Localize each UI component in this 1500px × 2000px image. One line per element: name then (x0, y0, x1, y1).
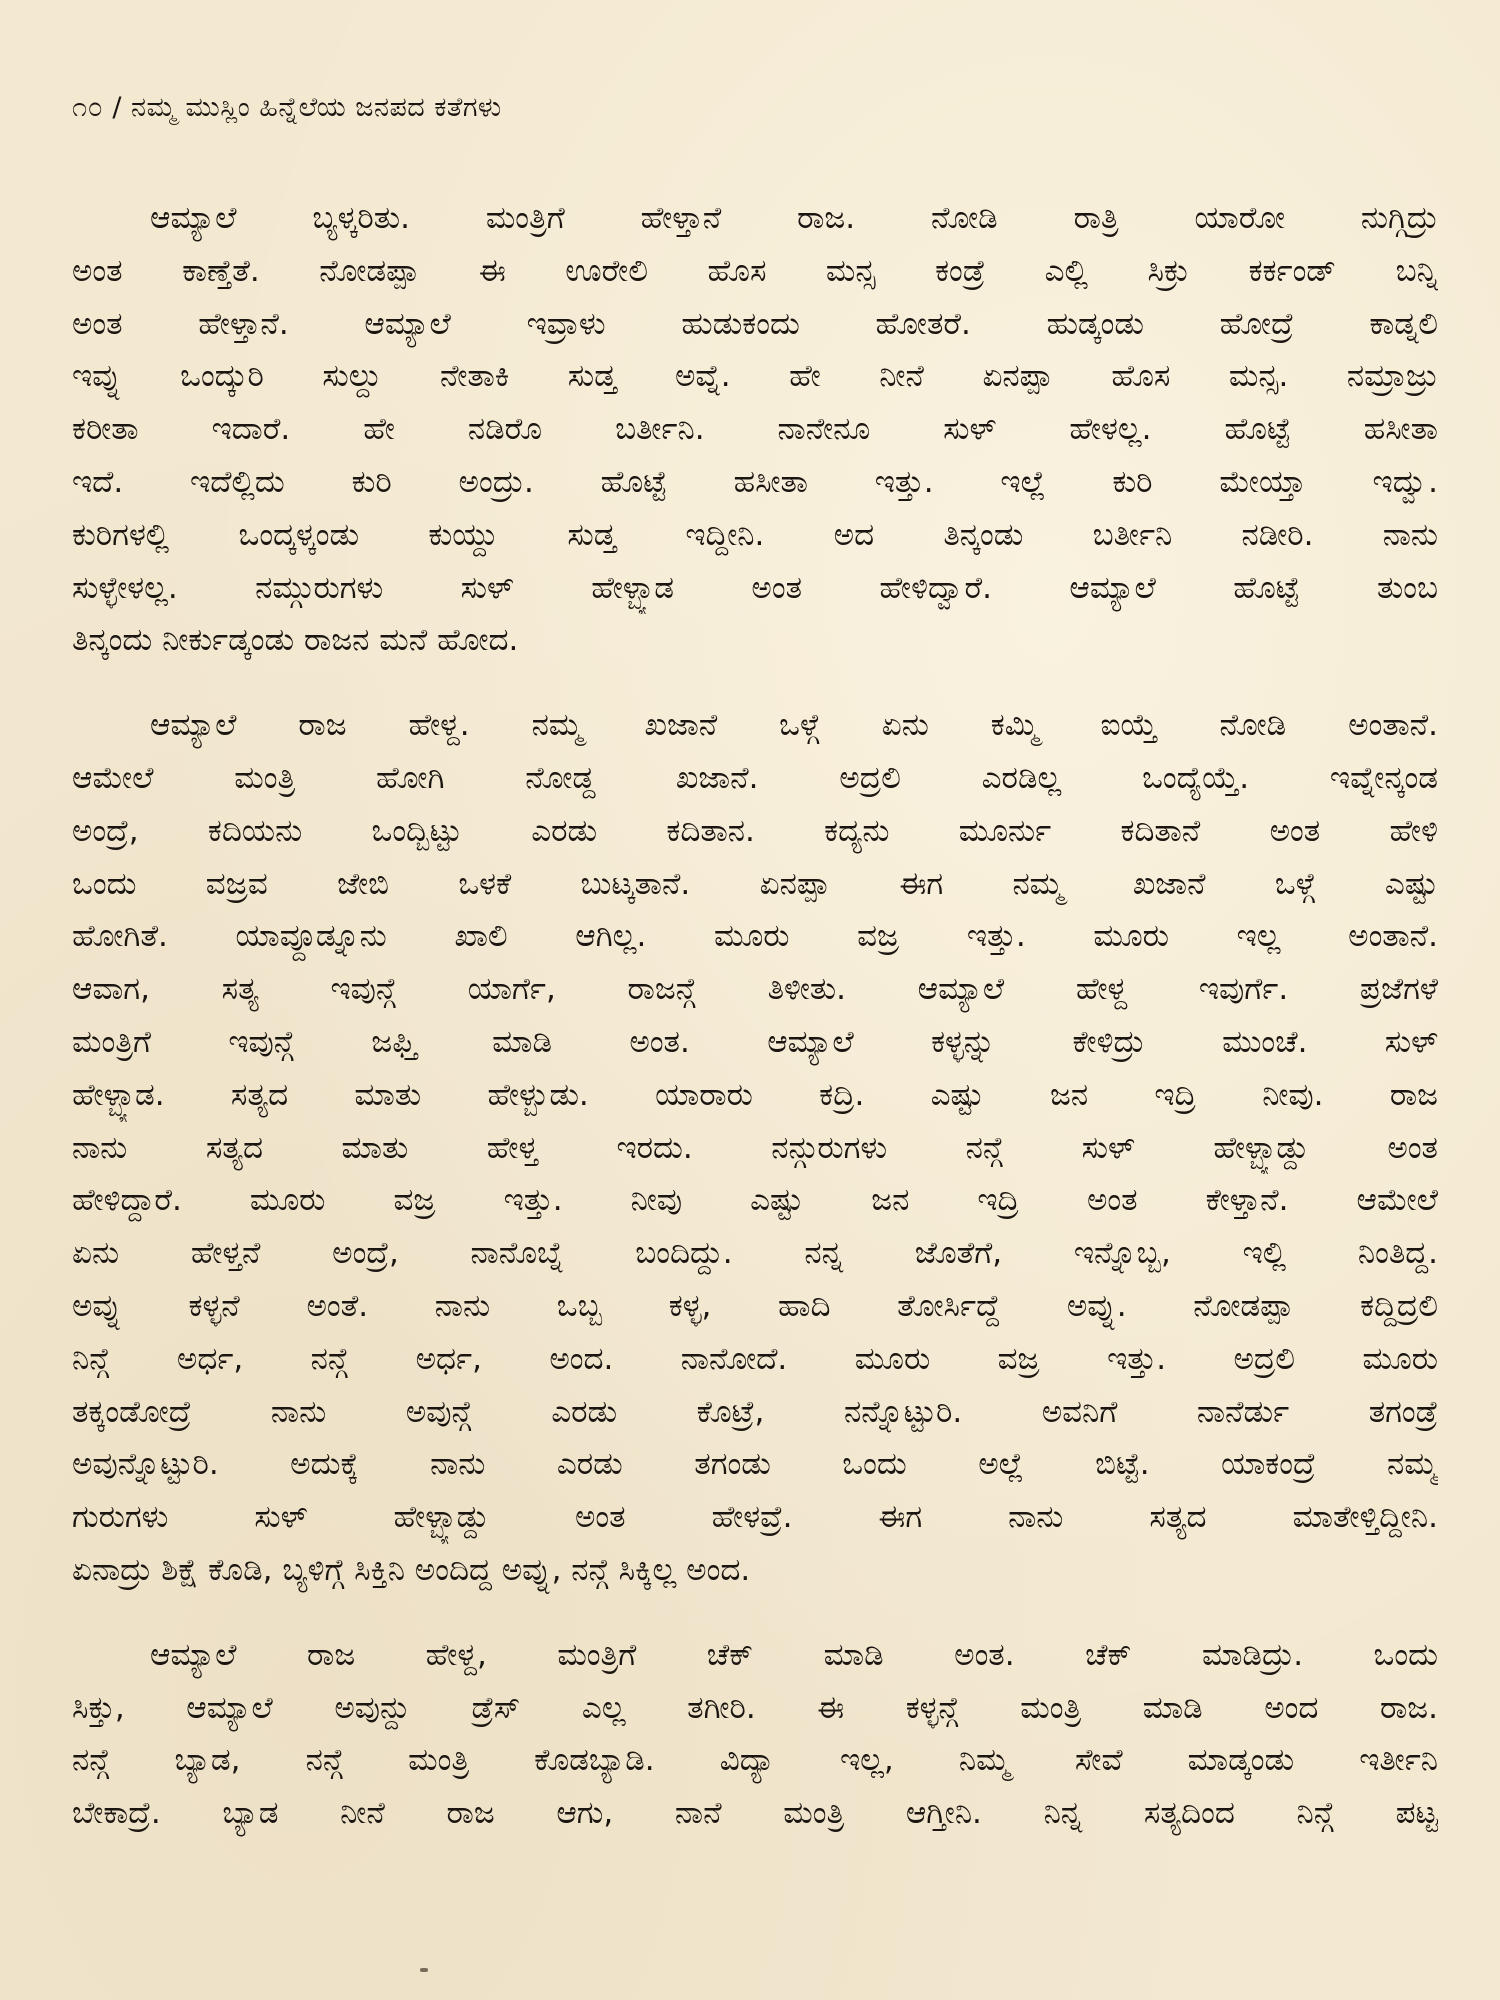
text-line: ನನ್ಗೆ ಬ್ಯಾಡ, ನನ್ಗೆ ಮಂತ್ರಿ ಕೊಡಬ್ಯಾಡಿ. ವಿದ್ಯಾ ಇಲ್ಲ, ನಿಮ್ಮ ಸೇವೆ ಮಾಡ್ಕಂಡು ಇರ್ತೀನಿ (72, 1742, 1438, 1779)
ink-speck (420, 1968, 428, 1972)
paragraph-3 (72, 1629, 1438, 1840)
text-line: ನಿನ್ಗೆ ಅರ್ಧ, ನನ್ಗೆ ಅರ್ಧ, ಅಂದ. ನಾನೋದೆ. ಮೂರು ವಜ್ರ ಇತ್ತು. ಅದ್ರಲಿ ಮೂರು (72, 1340, 1438, 1377)
text-line: ಏನು ಹೇಳ್ತನೆ ಅಂದ್ರೆ, ನಾನೊಬ್ನೆ ಬಂದಿದ್ದು. ನನ್ನ ಜೊತೆಗೆ, ಇನ್ನೊಬ್ಬ, ಇಲ್ಲಿ ನಿಂತಿದ್ದ. (72, 1235, 1438, 1272)
text-line: ಅಂದ್ರೆ, ಕದಿಯನು ಒಂದ್ಬಿಟ್ಟು ಎರಡು ಕದಿತಾನ. ಕದ್ಯನು ಮೂರ್ನು ಕದಿತಾನೆ ಅಂತ ಹೇಳಿ (72, 812, 1438, 849)
text-line: ತಕ್ಕಂಡೋದ್ರೆ ನಾನು ಅವುನ್ಗೆ ಎರಡು ಕೊಟ್ರೆ, ನನ್ನೊಟ್ಟುರಿ. ಅವನಿಗೆ ನಾನೆರ್ಡು ತಗಂಡ್ರೆ (72, 1393, 1438, 1430)
text-line: ಅಂತ ಕಾಣ್ತೆತೆ. ನೋಡಪ್ಪಾ ಈ ಊರೇಲಿ ಹೊಸ ಮನ್ಸ ಕಂಡ್ರೆ ಎಲ್ಲಿ ಸಿಕ್ರು ಕರ್ಕಂಡ್ ಬನ್ನಿ (72, 252, 1438, 289)
paragraph-1 (72, 192, 1438, 667)
text-line: ಮಂತ್ರಿಗೆ ಇವುನ್ಗೆ ಜಫ್ತಿ ಮಾಡಿ ಅಂತ. ಆಮ್ಯಾಲೆ ಕಳ್ಳನ್ನು ಕೇಳಿದ್ರು ಮುಂಚೆ. ಸುಳ್ (72, 1023, 1438, 1060)
running-head: ೧೦ / ನಮ್ಮ ಮುಸ್ಲಿಂ ಹಿನ್ನೆಲೆಯ ಜನಪದ ಕತೆಗಳು (72, 92, 502, 123)
text-line: ತಿನ್ಕಂದು ನೀರ್ಕುಡ್ಕಂಡು ರಾಜನ ಮನೆ ಹೋದ. (72, 622, 519, 659)
text-line: ಗುರುಗಳು ಸುಳ್ ಹೇಳ್ಬ್ಯಾಡ್ದು ಅಂತ ಹೇಳವ್ರೆ. ಈಗ ನಾನು ಸತ್ಯದ ಮಾತೇಳ್ತಿದ್ದೀನಿ. (72, 1499, 1438, 1536)
text-line: ಹೇಳ್ಬ್ಯಾಡ. ಸತ್ಯದ ಮಾತು ಹೇಳ್ಬುಡು. ಯಾರಾರು ಕದ್ರಿ. ಎಷ್ಟು ಜನ ಇದ್ರಿ ನೀವು. ರಾಜ (72, 1076, 1438, 1113)
paragraph-2 (72, 699, 1438, 1597)
text-line: ಕುರಿಗಳಲ್ಲಿ ಒಂದ್ಕಳ್ಕಂಡು ಕುಯ್ದು ಸುಡ್ತ ಇದ್ದೀನಿ. ಅದ ತಿನ್ಕಂಡು ಬರ್ತೀನಿ ನಡೀರಿ. ನಾನು (72, 516, 1438, 553)
text-line: ಅಂತ ಹೇಳ್ತಾನೆ. ಆಮ್ಯಾಲೆ ಇವ್ರಾಳು ಹುಡುಕಂದು ಹೋತರೆ. ಹುಡ್ಕಂಡು ಹೋದ್ರೆ ಕಾಡ್ನಲಿ (72, 305, 1438, 342)
text-line: ಆಮ್ಯಾಲೆ ರಾಜ ಹೇಳ್ದ, ಮಂತ್ರಿಗೆ ಚೆಕ್ ಮಾಡಿ ಅಂತ. ಚೆಕ್ ಮಾಡಿದ್ರು. ಒಂದು (150, 1636, 1438, 1673)
body-text (72, 192, 1438, 1872)
text-line: ಆಮ್ಯಾಲೆ ರಾಜ ಹೇಳ್ದ. ನಮ್ಮ ಖಜಾನೆ ಒಳ್ಗೆ ಏನು ಕಮ್ಮಿ ಐಯ್ತೆ ನೋಡಿ ಅಂತಾನೆ. (150, 707, 1438, 744)
text-line: ಅವ್ನು ಕಳ್ಳನೆ ಅಂತೆ. ನಾನು ಒಬ್ಬ ಕಳ್ಳ, ಹಾದಿ ತೋರ್ಸಿದ್ದೆ ಅವ್ನು. ನೋಡಪ್ಪಾ ಕದ್ದಿದ್ರಲಿ (72, 1287, 1438, 1324)
text-line: ಇದೆ. ಇದೆಲ್ಲಿದು ಕುರಿ ಅಂದ್ರು. ಹೊಟ್ಟೆ ಹಸೀತಾ ಇತ್ತು. ಇಲ್ಲೆ ಕುರಿ ಮೇಯ್ತಾ ಇದ್ವು. (72, 463, 1438, 500)
text-line: ಕರೀತಾ ಇದಾರೆ. ಹೇ ನಡಿರೊ ಬರ್ತೀನಿ. ನಾನೇನೂ ಸುಳ್ ಹೇಳಲ್ಲ. ಹೊಟ್ಟೆ ಹಸೀತಾ (72, 411, 1438, 448)
text-line: ಹೇಳಿದ್ದಾರೆ. ಮೂರು ವಜ್ರ ಇತ್ತು. ನೀವು ಎಷ್ಟು ಜನ ಇದ್ರಿ ಅಂತ ಕೇಳ್ತಾನೆ. ಆಮೇಲೆ (72, 1182, 1438, 1219)
text-line: ಏನಾದ್ರು ಶಿಕ್ಷೆ ಕೊಡಿ, ಬ್ಯಳಿಗ್ಗೆ ಸಿಕ್ತಿನಿ ಅಂದಿದ್ದ ಅವ್ನು, ನನ್ಗೆ ಸಿಕ್ಕಿಲ್ಲ ಅಂದ. (72, 1551, 751, 1588)
text-line: ಸುಳ್ಳೇಳಲ್ಲ. ನಮ್ಗುರುಗಳು ಸುಳ್ ಹೇಳ್ಬ್ಯಾಡ ಅಂತ ಹೇಳಿದ್ವಾರೆ. ಆಮ್ಯಾಲೆ ಹೊಟ್ಟೆ ತುಂಬ (72, 569, 1438, 606)
text-line: ಆಮ್ಯಾಲೆ ಬ್ಯಳ್ಕರಿತು. ಮಂತ್ರಿಗೆ ಹೇಳ್ತಾನೆ ರಾಜ. ನೋಡಿ ರಾತ್ರಿ ಯಾರೋ ನುಗ್ಗಿದ್ರು (150, 200, 1438, 236)
text-line: ಆವಾಗ, ಸತ್ಯ ಇವುನ್ಗೆ ಯಾರ್ಗೆ, ರಾಜನ್ಗೆ ತಿಳೀತು. ಆಮ್ಯಾಲೆ ಹೇಳ್ದ ಇವುರ್ಗೆ. ಪ್ರಜೆಗಳೆ (72, 971, 1438, 1008)
text-line: ಸಿಕ್ತು, ಆಮ್ಯಾಲೆ ಅವುನ್ದು ಡ್ರೆಸ್ ಎಲ್ಲ ತಗೀರಿ. ಈ ಕಳ್ಳನ್ಗೆ ಮಂತ್ರಿ ಮಾಡಿ ಅಂದ ರಾಜ. (72, 1689, 1438, 1726)
text-line: ಅವುನ್ನೊಟ್ಟುರಿ. ಅದುಕ್ಕೆ ನಾನು ಎರಡು ತಗಂಡು ಒಂದು ಅಲ್ಲೆ ಬಿಟ್ಟೆ. ಯಾಕಂದ್ರೆ ನಮ್ಮ (72, 1446, 1438, 1483)
text-line: ಹೋಗಿತೆ. ಯಾವ್ದೂಡ್ನೂನು ಖಾಲಿ ಆಗಿಲ್ಲ. ಮೂರು ವಜ್ರ ಇತ್ತು. ಮೂರು ಇಲ್ಲ ಅಂತಾನೆ. (72, 918, 1438, 955)
text-line: ಇವ್ನು ಒಂದ್ಕುರಿ ಸುಲ್ದು ನೇತಾಕಿ ಸುಡ್ತ ಅವ್ನೆ. ಹೇ ನೀನೆ ಏನಪ್ಪಾ ಹೊಸ ಮನ್ಸ. ನಮ್ರಾಜ್ರು (72, 358, 1438, 395)
text-line: ಬೇಕಾದ್ರೆ. ಬ್ಯಾಡ ನೀನೆ ರಾಜ ಆಗು, ನಾನೆ ಮಂತ್ರಿ ಆಗ್ತೀನಿ. ನಿನ್ನ ಸತ್ಯದಿಂದ ನಿನ್ಗೆ ಪಟ್ಟ (72, 1795, 1438, 1832)
text-line: ಒಂದು ವಜ್ರವ ಜೇಬಿ ಒಳಕೆ ಬುಟ್ಕತಾನೆ. ಏನಪ್ಪಾ ಈಗ ನಮ್ಮ ಖಜಾನೆ ಒಳ್ಗೆ ಎಷ್ಟು (72, 865, 1438, 902)
text-line: ಆಮೇಲೆ ಮಂತ್ರಿ ಹೋಗಿ ನೋಡ್ದ ಖಜಾನೆ. ಅದ್ರಲಿ ಎರಡಿಲ್ಲ ಒಂದ್ಯೆಯ್ತೆ. ಇವ್ನೇನ್ಕಂಡ (72, 759, 1438, 796)
text-line: ನಾನು ಸತ್ಯದ ಮಾತು ಹೇಳ್ತ ಇರದು. ನನ್ಗುರುಗಳು ನನ್ಗೆ ಸುಳ್ ಹೇಳ್ಬ್ಯಾಡ್ದು ಅಂತ (72, 1129, 1438, 1166)
